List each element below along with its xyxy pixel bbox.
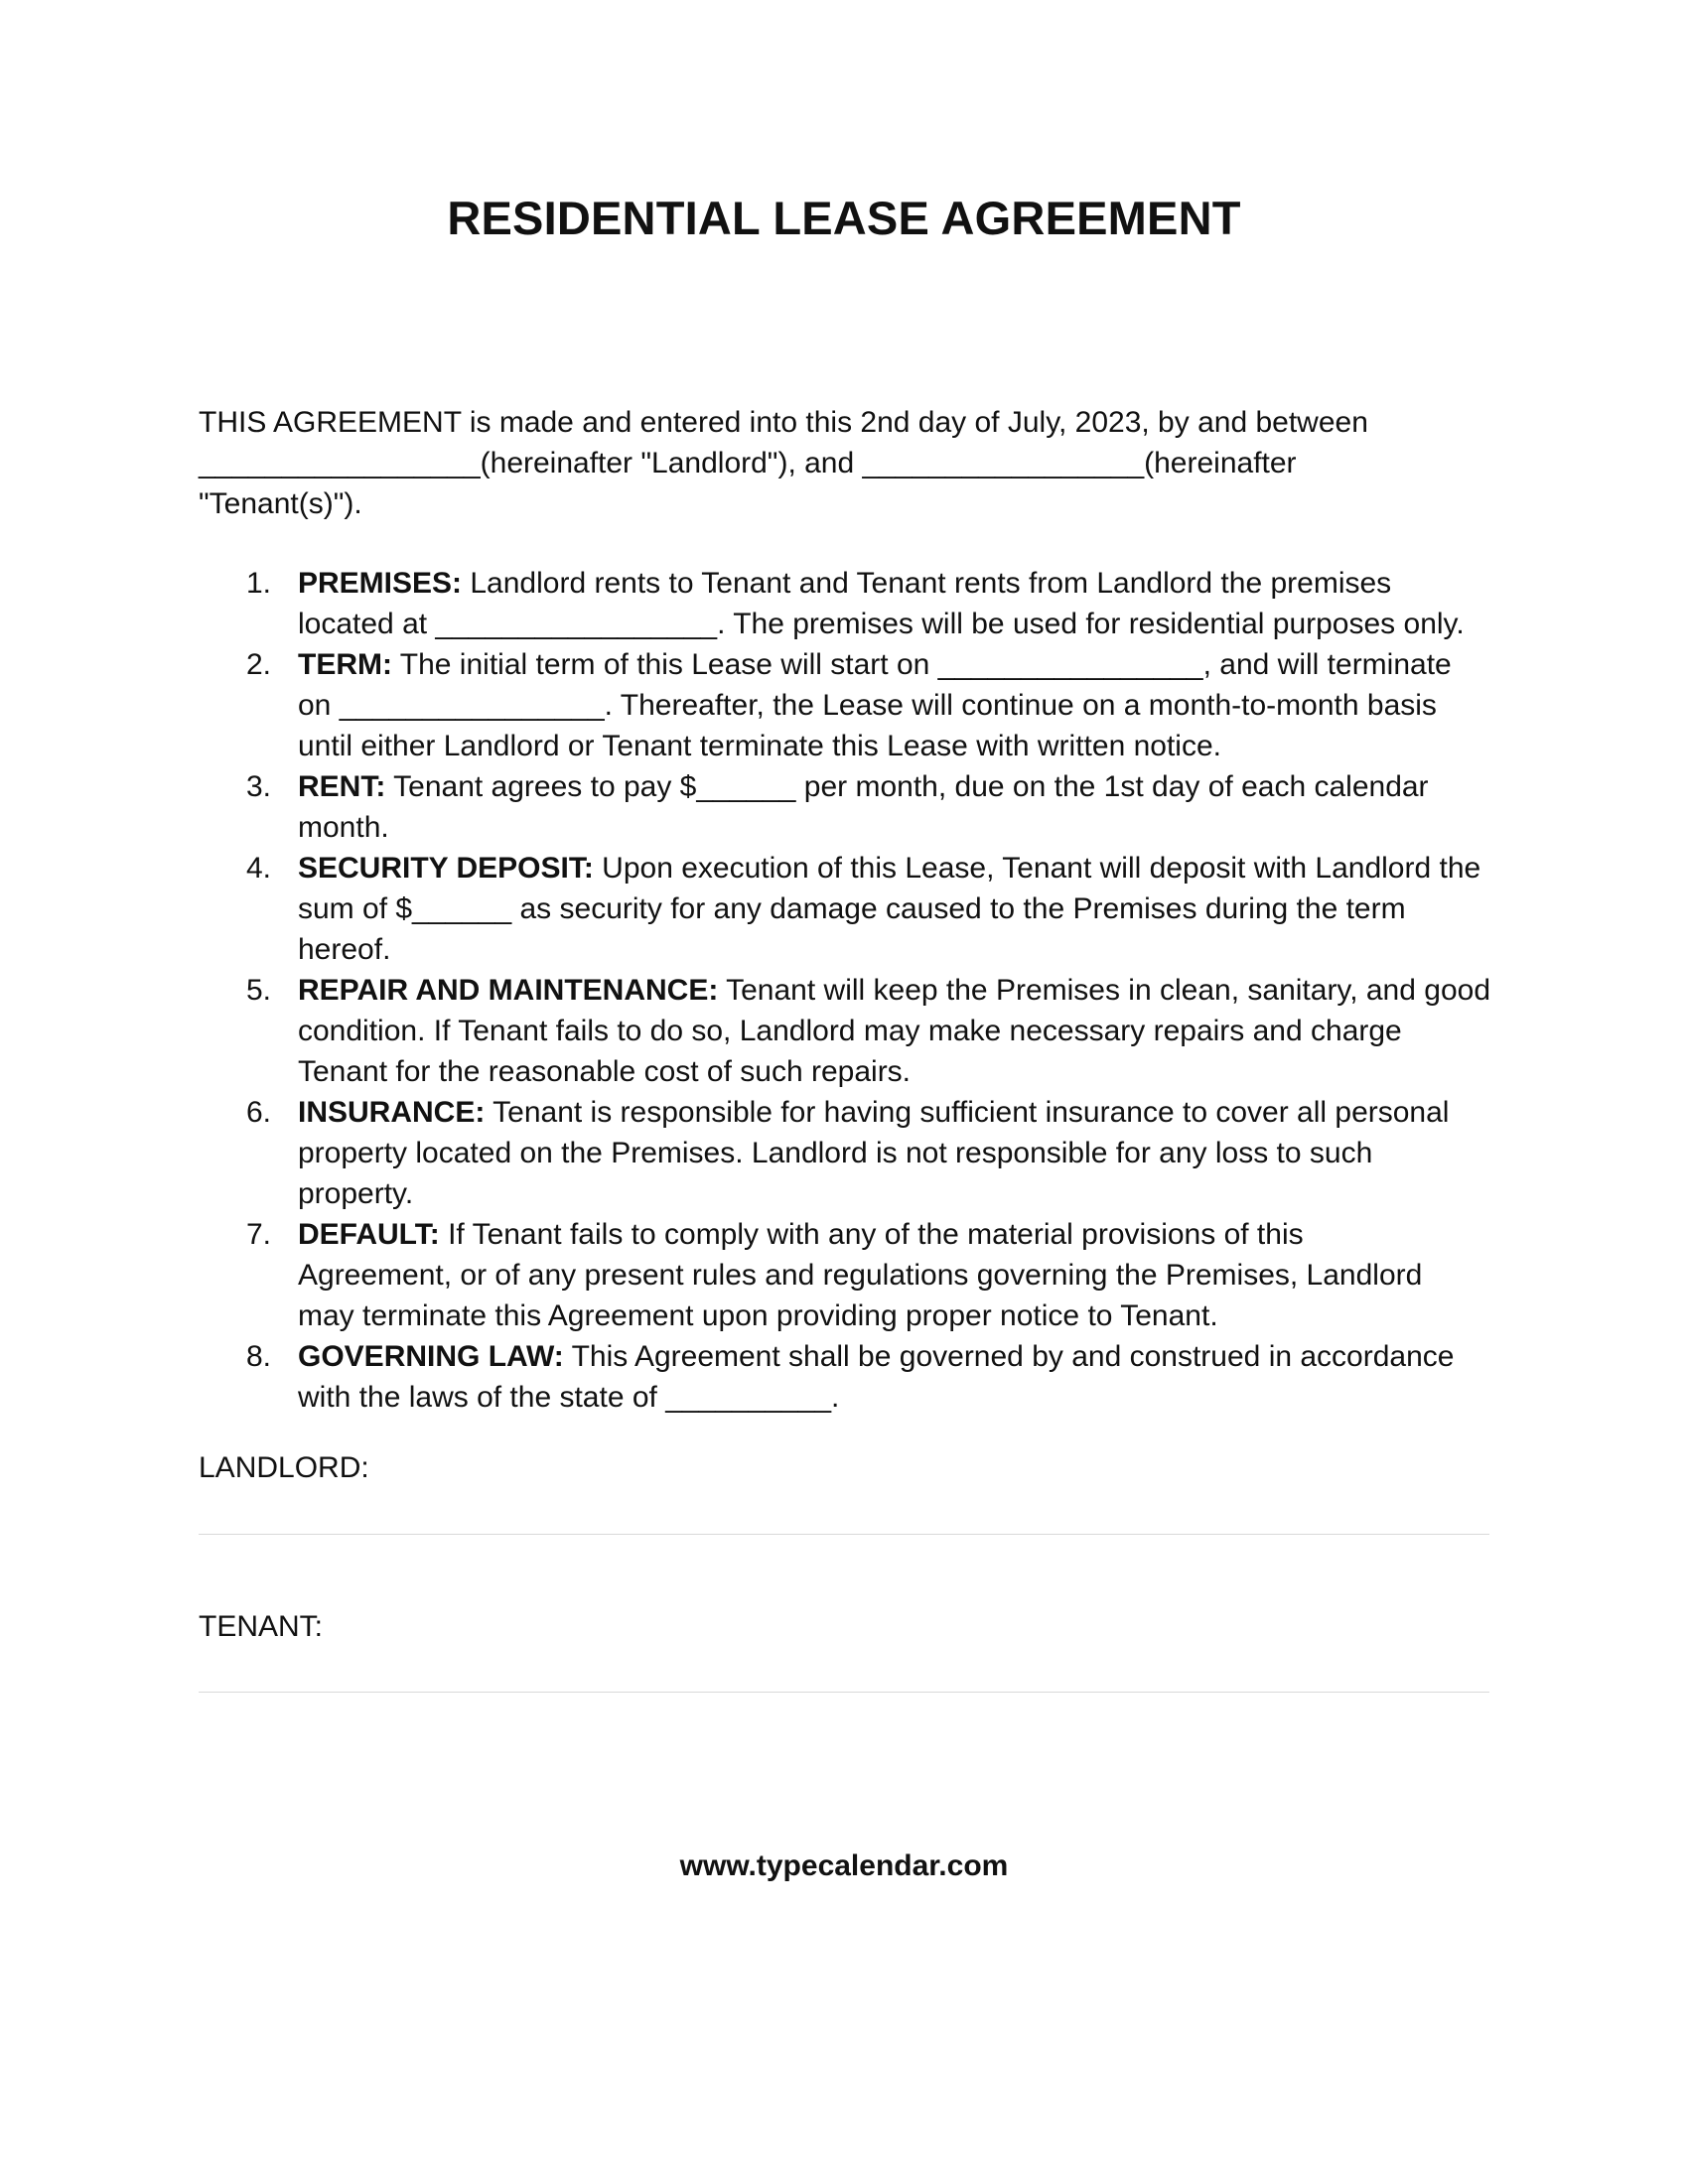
clause-text: until either Landlord or Tenant terminate this Lease with written notice. bbox=[298, 730, 1221, 762]
clause-text: Tenant will keep the Premises in clean, sanitary, and good bbox=[718, 974, 1490, 1007]
clause-text: Tenant is responsible for having sufficient insurance to cover all personal bbox=[485, 1096, 1450, 1129]
clause-list bbox=[199, 563, 1489, 1418]
clause-text: month. bbox=[298, 811, 389, 844]
landlord-label: LANDLORD: bbox=[199, 1451, 369, 1484]
landlord-signature-block bbox=[199, 1451, 1489, 1485]
clause-number: 4. bbox=[246, 852, 272, 885]
clause-text: property. bbox=[298, 1177, 414, 1210]
footer-website: www.typecalendar.com bbox=[679, 1849, 1009, 1882]
clause-number: 6. bbox=[246, 1096, 272, 1129]
clause-text: may terminate this Agreement upon providing proper notice to Tenant. bbox=[298, 1299, 1218, 1332]
clause-text: hereof. bbox=[298, 933, 391, 966]
clause-heading: INSURANCE: bbox=[298, 1096, 486, 1129]
tenant-signature-block bbox=[199, 1610, 1489, 1644]
clause-number: 2. bbox=[246, 648, 272, 681]
clause-text: This Agreement shall be governed by and construed in accordance bbox=[563, 1340, 1455, 1373]
clause-heading: REPAIR AND MAINTENANCE: bbox=[298, 974, 719, 1007]
clause-governing-law bbox=[199, 1336, 1489, 1418]
landlord-signature-line bbox=[199, 1534, 1489, 1535]
clause-term bbox=[199, 644, 1489, 766]
intro-line: "Tenant(s)"). bbox=[199, 487, 362, 520]
clause-text: on ________________. Thereafter, the Lease will continue on a month-to-month basis bbox=[298, 689, 1437, 722]
clause-text: Agreement, or of any present rules and regulations governing the Premises, Landlord bbox=[298, 1259, 1423, 1292]
clause-default bbox=[199, 1214, 1489, 1336]
clause-text: Tenant for the reasonable cost of such repairs. bbox=[298, 1055, 912, 1088]
clause-text: property located on the Premises. Landlord is not responsible for any loss to such bbox=[298, 1137, 1373, 1169]
clause-heading: TERM: bbox=[298, 648, 392, 681]
clause-text: Landlord rents to Tenant and Tenant rents from Landlord the premises bbox=[462, 567, 1392, 600]
clause-rent bbox=[199, 766, 1489, 848]
clause-repair-maintenance bbox=[199, 970, 1489, 1092]
clause-security-deposit bbox=[199, 848, 1489, 970]
tenant-label: TENANT: bbox=[199, 1610, 324, 1643]
clause-heading: SECURITY DEPOSIT: bbox=[298, 852, 594, 885]
clause-premises bbox=[199, 563, 1489, 644]
clause-text: The initial term of this Lease will start on ________________, and will terminate bbox=[391, 648, 1452, 681]
clause-heading: RENT: bbox=[298, 770, 386, 803]
tenant-signature-line bbox=[199, 1692, 1489, 1693]
clause-text: with the laws of the state of __________. bbox=[298, 1381, 840, 1414]
clause-number: 8. bbox=[246, 1340, 272, 1373]
intro-line: THIS AGREEMENT is made and entered into this 2nd day of July, 2023, by and between bbox=[199, 406, 1368, 439]
clause-text: If Tenant fails to comply with any of the material provisions of this bbox=[439, 1218, 1304, 1251]
clause-number: 5. bbox=[246, 974, 272, 1007]
clause-heading: GOVERNING LAW: bbox=[298, 1340, 564, 1373]
intro-line: _________________(hereinafter "Landlord"), and _________________(hereinafter bbox=[199, 447, 1297, 479]
clause-text: located at _________________. The premises will be used for residential purposes only. bbox=[298, 608, 1465, 640]
clause-text: Upon execution of this Lease, Tenant will deposit with Landlord the bbox=[593, 852, 1481, 885]
clause-heading: DEFAULT: bbox=[298, 1218, 440, 1251]
clause-number: 3. bbox=[246, 770, 272, 803]
clause-number: 7. bbox=[246, 1218, 272, 1251]
clause-insurance bbox=[199, 1092, 1489, 1214]
clause-text: sum of $______ as security for any damage caused to the Premises during the term bbox=[298, 892, 1406, 925]
clause-heading: PREMISES: bbox=[298, 567, 463, 600]
intro-paragraph bbox=[199, 402, 1489, 524]
clause-text: condition. If Tenant fails to do so, Landlord may make necessary repairs and charge bbox=[298, 1015, 1402, 1047]
document-title: RESIDENTIAL LEASE AGREEMENT bbox=[447, 192, 1241, 244]
clause-text: Tenant agrees to pay $______ per month, due on the 1st day of each calendar bbox=[385, 770, 1429, 803]
clause-number: 1. bbox=[246, 567, 272, 600]
